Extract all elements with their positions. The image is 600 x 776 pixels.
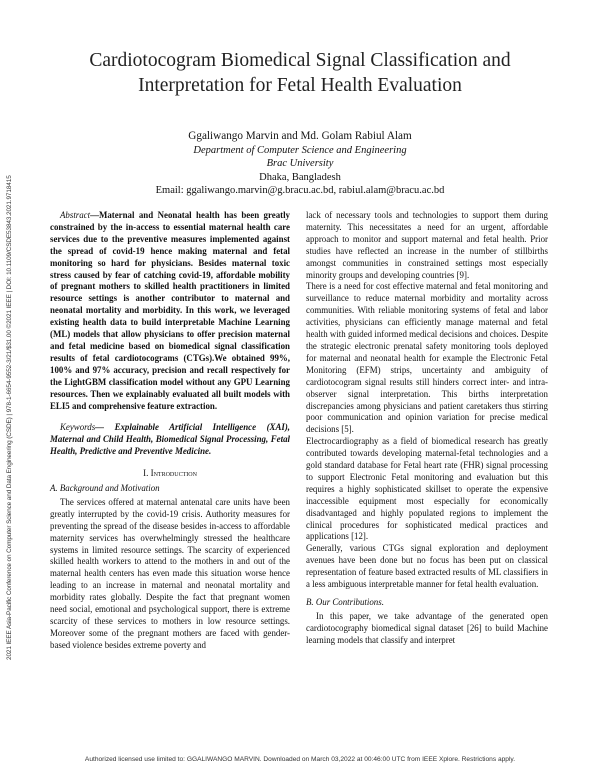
- subsection-heading-background: A. Background and Motivation: [50, 483, 160, 494]
- author-location: Dhaka, Bangladesh: [259, 171, 341, 183]
- author-department: Department of Computer Science and Engineering: [193, 144, 407, 156]
- sidebar-text: 2021 IEEE Asia-Pacific Conference on Computer Science and Data Engineering (CSDE) | 978-1-6654-9552-3/21/$31.00 ©2021 IEEE | DOI: 10.1109/CSDE53843.2021.9718415: [6, 175, 13, 660]
- keywords-text: — Explainable Artificial Intelligence (XAI), Maternal and Child Health, Biomedical Signal Processing, Fetal Health, Predictive and Preventive Medicine.: [50, 422, 290, 457]
- author-university: Brac University: [266, 158, 334, 169]
- abstract-lead: Abstract: [60, 210, 91, 220]
- author-names: Ggaliwango Marvin and Md. Golam Rabiul Alam: [188, 130, 412, 142]
- paragraph: There is a need for cost effective maternal and fetal monitoring and surveillance to reduce maternal morbidity and mortality across communities. With reliable monitoring systems of fetal and labor activities, physicians can efficiently manage maternal and fetal health with guided informed medical decisions and choices. Despite the strategic electronic prenatal safety monitoring tools deployed for maternal and neonatal health for example the Electronic Fetal Monitoring (EFM) strips, uncertainty and ambiguity of cardiotocogram signal results still hinders correct inter- and intra-observer signal interpretation. This births interpretation discrepancies among physicians and patient caretakers thus stirring poor communication and opinion variation for precise medical decisions [5].: [306, 281, 548, 435]
- author-email: Email: ggaliwango.marvin@g.bracu.ac.bd, rabiul.alam@bracu.ac.bd: [155, 185, 445, 196]
- left-column: [50, 210, 290, 652]
- author-block: [60, 130, 540, 198]
- abstract-text: —Maternal and Neonatal health has been greatly constrained by the in-access to essential maternal health care services due to the preventive measures implemented against the spread of covid-19 hence making maternal and fetal monitoring so hard for physicians. Besides maternal toxic stress caused by fear of catching covid-19, affordable mobility of pregnant mothers to skilled health practitioners in limited resource settings is another contributor to maternal and neonatal mortality and morbidity. In this work, we leveraged existing health data to build interpretable Machine Learning (ML) models that allow physicians to offer precision maternal and fetal medicine based on biomedical signal classification results of fetal cardiotocograms (CTGs).We obtained 99%, 100% and 97% accuracy, precision and recall respectively for the LightGBM classification model without any GPU Learning resources. Then we explainably evaluated all built models with ELI5 and comprehensive feature extraction.: [50, 210, 290, 411]
- section-heading-introduction: I. Introduction: [143, 468, 197, 479]
- paragraph: In this paper, we take advantage of the generated open cardiotocography biomedical signal dataset [26] to build Machine learning models that classify and interpret: [306, 610, 548, 645]
- paper-title: Cardiotocogram Biomedical Signal Classification and Interpretation for Fetal Health Evaluation: [89, 50, 511, 96]
- paragraph: The services offered at maternal antenatal care units have been greatly interrupted by the covid-19 crisis. Authority measures for preventing the spread of the disease besides in-access to affordable maternity services has overwhelmingly stressed the healthcare systems in limited resource settings. The scarcity of experienced skilled health workers to attend to the mothers in and out of the maternal health centers has even made this situation worse hence leading to an increase in maternal and neonatal mortality and morbidity rates globally. Despite the fact that pregnant women need social, emotional and psychological support, there is extreme scarcity of these services to mothers in low resource settings. Moreover some of the pregnant mothers are faced with gender-based violence besides extreme poverty and: [50, 496, 290, 650]
- paragraph: Generally, various CTGs signal exploration and deployment avenues have been done but no focus has been put on classical representation of feature based extracted results of ML classifiers in a less ambiguous interpretable manner for fetal health evaluation.: [306, 543, 548, 590]
- right-column: [306, 210, 548, 647]
- download-footer: Authorized licensed use limited to: GGALIWANGO MARVIN. Downloaded on March 03,2022 at 00:46:00 UTC from IEEE Xplore. Restrictions apply.: [84, 756, 516, 763]
- keywords-lead: Keywords: [60, 422, 96, 433]
- paragraph: Electrocardiography as a field of biomedical research has greatly contributed towards developing maternal-fetal technologies and a gold standard database for Fetal heart rate (FHR) signal processing to support Electronic Fetal monitoring and evaluation but this requires a highly sophisticated skillset to operate the expensive inaccessible equipment most especially for economically disadvantaged and highly populated regions to implement the clinical procedures for sophisticated medical practices and applications [12].: [306, 436, 548, 542]
- paragraph: lack of necessary tools and technologies to support them during maternity. This necessitates a need for an urgent, affordable approach to monitor and support maternal and fetal health. Prior studies have reflected an increase in the number of stillbirths amongst communities in constrained settings most especially minority groups and developing countries [9].: [306, 210, 548, 280]
- keywords: [50, 422, 290, 458]
- abstract: [50, 210, 290, 412]
- subsection-heading-contributions: B. Our Contributions.: [306, 597, 384, 607]
- doi-sidebar: [4, 100, 16, 660]
